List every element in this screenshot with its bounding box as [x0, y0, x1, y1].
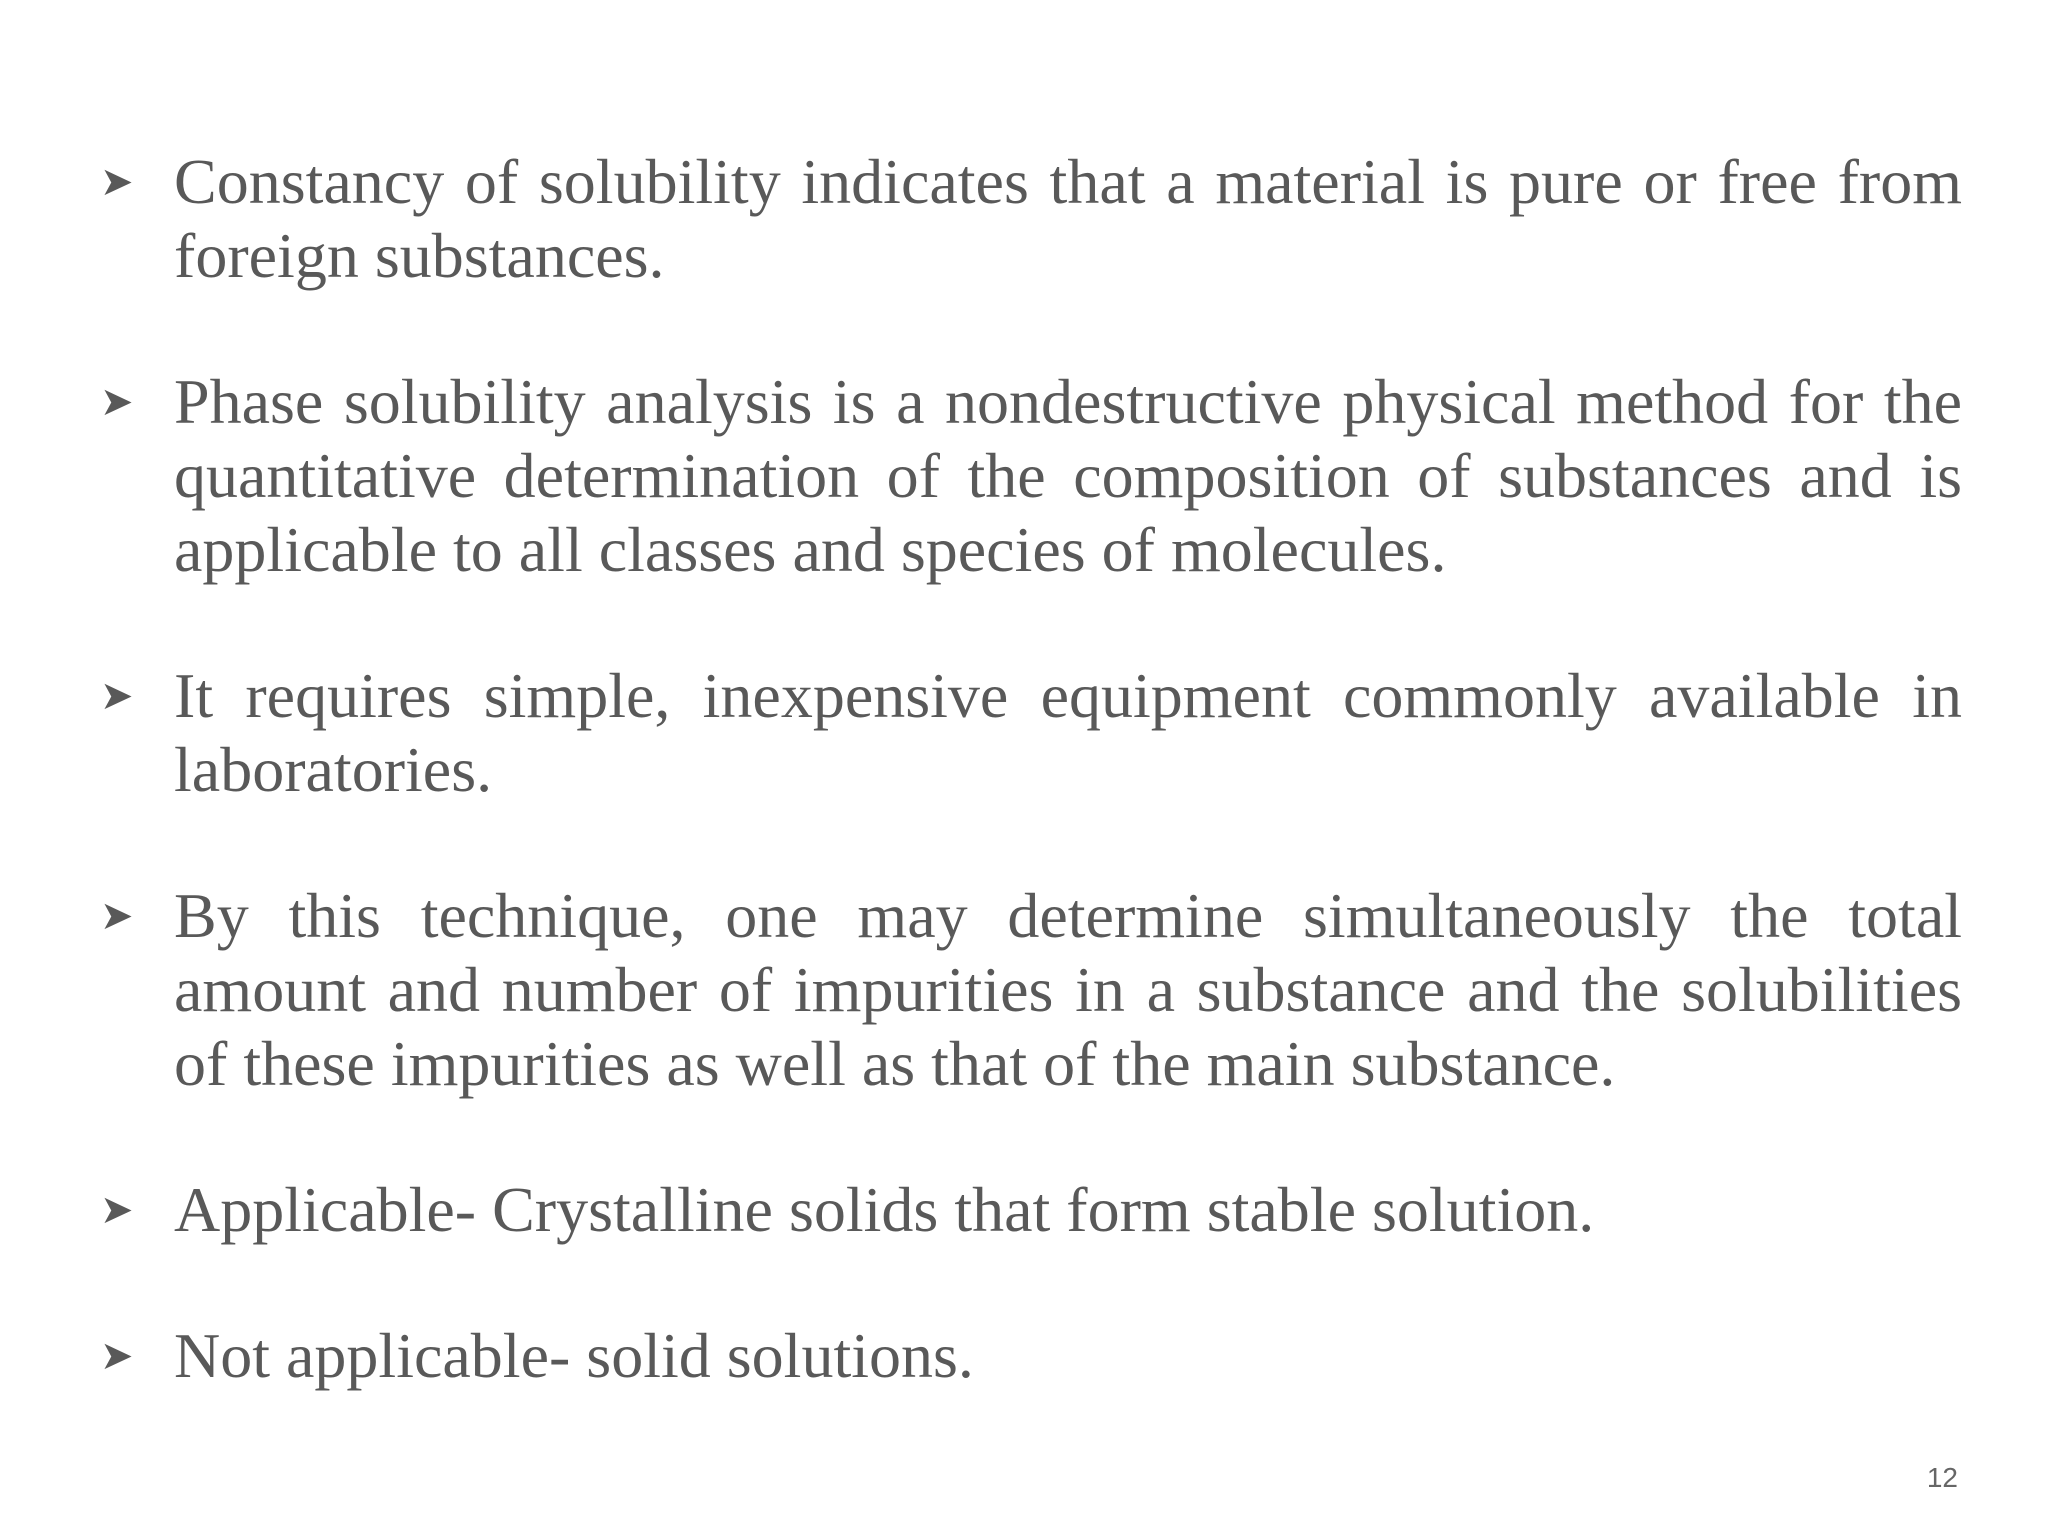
bullet-text: By this technique, one may determine simultaneously the total amount and number of impurities in a substance and the solubilities of these impurities as well as that of the main substance.	[174, 880, 1962, 1099]
arrowhead-bullet-icon: ➤	[100, 379, 134, 425]
arrowhead-bullet-icon: ➤	[100, 673, 134, 719]
bullet-text: Phase solubility analysis is a nondestructive physical method for the quantitative determination of the composition of substances and is applicable to all classes and species of molecules.	[174, 366, 1962, 585]
arrowhead-bullet-icon: ➤	[100, 1187, 134, 1233]
bullet-item	[100, 145, 1962, 293]
bullet-item	[100, 365, 1962, 587]
bullet-item	[100, 879, 1962, 1101]
bullet-text: Not applicable- solid solutions.	[174, 1320, 974, 1391]
bullet-text: Constancy of solubility indicates that a material is pure or free from foreign substances.	[174, 146, 1962, 291]
bullet-item	[100, 1319, 1962, 1393]
bullet-item	[100, 659, 1962, 807]
arrowhead-bullet-icon: ➤	[100, 159, 134, 205]
bullet-list	[100, 145, 1962, 1393]
arrowhead-bullet-icon: ➤	[100, 1333, 134, 1379]
page-number: 12	[1926, 1462, 1958, 1493]
bullet-text: It requires simple, inexpensive equipment commonly available in laboratories.	[174, 660, 1962, 805]
arrowhead-bullet-icon: ➤	[100, 893, 134, 939]
bullet-text: Applicable- Crystalline solids that form stable solution.	[174, 1174, 1595, 1245]
bullet-item	[100, 1173, 1962, 1247]
